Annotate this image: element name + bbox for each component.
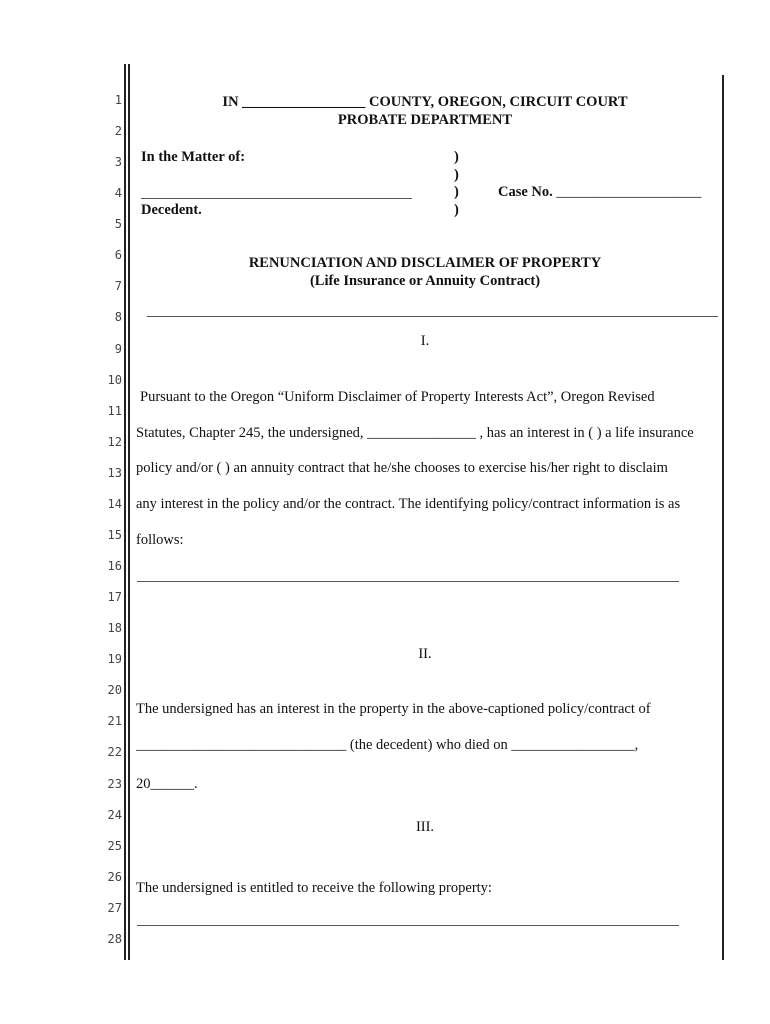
line-number: 21 (107, 714, 122, 729)
line-number: 13 (107, 465, 122, 480)
line-number: 17 (107, 590, 122, 605)
case-no-blank[interactable]: ____________________ (556, 184, 702, 200)
line-number: 28 (107, 931, 122, 946)
line-number: 20 (107, 683, 122, 698)
document-title: RENUNCIATION AND DISCLAIMER OF PROPERTY (248, 255, 602, 271)
document-subtitle: (Life Insurance or Annuity Contract) (309, 273, 541, 289)
section-1-line: any interest in the policy and/or the contract. The identifying policy/contract information is as (136, 496, 681, 512)
line-number: 26 (107, 869, 122, 884)
section-3-heading: III. (415, 819, 435, 835)
caption-paren: ) (454, 149, 459, 165)
court-header-line2: PROBATE DEPARTMENT (337, 112, 513, 128)
line-number: 24 (107, 807, 122, 822)
line-number: 23 (107, 776, 122, 791)
matter-label: In the Matter of: (141, 149, 246, 165)
caption-paren: ) (454, 184, 459, 200)
line-number: 27 (107, 900, 122, 915)
line-number: 7 (114, 279, 122, 294)
line-number: 15 (107, 527, 122, 542)
line-number: 25 (107, 838, 122, 853)
decedent-label: Decedent. (141, 202, 202, 218)
section-1-line: follows: (136, 532, 184, 548)
line-number: 14 (107, 496, 122, 511)
policy-info-blank[interactable] (137, 581, 679, 582)
line-number: 18 (107, 621, 122, 636)
line-number: 5 (114, 217, 122, 232)
case-no-label: Case No. (498, 184, 553, 200)
line-number: 1 (114, 93, 122, 107)
line-number: 11 (107, 403, 122, 418)
section-2-line: _____________________________ (the decedent) who died on _________________, (136, 737, 639, 753)
line-number: 10 (107, 372, 122, 387)
section-1-line: policy and/or ( ) an annuity contract that he/she chooses to exercise his/her right to disclaim (136, 460, 668, 476)
header-in: IN (222, 94, 239, 110)
header-county-court: COUNTY, OREGON, CIRCUIT COURT (369, 94, 628, 110)
title-divider (147, 316, 718, 317)
line-number: 4 (114, 186, 122, 201)
section-1-line: Statutes, Chapter 245, the undersigned, _______________ , has an interest in ( ) a life insurance (136, 425, 694, 441)
line-number: 9 (114, 341, 122, 356)
line-number: 22 (107, 745, 122, 760)
county-blank[interactable]: _________________ (242, 94, 366, 110)
section-2-heading: II. (418, 646, 432, 662)
case-number (498, 184, 701, 201)
line-number: 8 (114, 310, 122, 325)
court-header-line1 (130, 94, 720, 111)
property-blank[interactable] (137, 925, 679, 926)
line-number: 3 (114, 155, 122, 170)
line-number: 12 (107, 434, 122, 449)
line-number: 19 (107, 652, 122, 667)
left-margin-rule-outer (124, 64, 126, 960)
section-2-line: 20______. (136, 776, 198, 792)
line-number: 6 (114, 248, 122, 263)
section-1-line: Pursuant to the Oregon “Uniform Disclaimer of Property Interests Act”, Oregon Revised (140, 389, 655, 405)
caption-paren: ) (454, 167, 459, 183)
line-number: 16 (107, 559, 122, 574)
section-1-heading: I. (420, 333, 430, 349)
section-3-line: The undersigned is entitled to receive the following property: (136, 880, 492, 896)
caption-paren: ) (454, 202, 459, 218)
decedent-name-blank[interactable] (141, 198, 412, 199)
right-margin-rule (722, 75, 724, 960)
section-2-line: The undersigned has an interest in the property in the above-captioned policy/contract of (136, 701, 651, 717)
line-number: 2 (114, 124, 122, 139)
